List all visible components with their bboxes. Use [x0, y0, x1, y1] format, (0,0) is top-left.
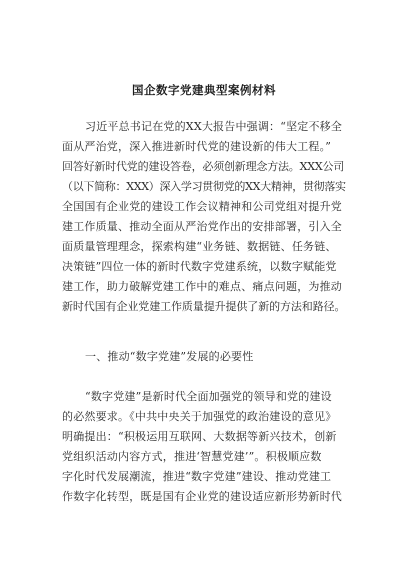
paragraph-line: 建工作质量、推动全面从严治党作出的安排部署，引入全 [62, 220, 342, 233]
paragraph-line: 回答好新时代党的建设答卷，必须创新理念方法。XXX公司 [62, 160, 345, 173]
paragraph-line: 字化时代发展潮流，推进“数字党建”建设、推动党建工 [62, 470, 332, 483]
paragraph-line: 面质量管理理念，探索构建“业务链、数据链、任务链、 [62, 240, 337, 253]
paragraph-line: 全国国有企业党的建设工作会议精神和公司党组对提升党 [62, 200, 342, 213]
paragraph-line: 党组织活动内容方式，推进‘智慧党建’”。积极顺应数 [62, 450, 322, 463]
paragraph-line: 新时代国有企业党建工作质量提升提供了新的方法和路径。 [62, 300, 346, 313]
paragraph-line: 面从严治党，深入推进新时代党的建设新的伟大工程。” [62, 140, 332, 153]
paragraph-line: 习近平总书记在党的XX大报告中强调：“坚定不移全 [85, 120, 343, 133]
paragraph-line: （以下简称：XXX）深入学习贯彻党的XX大精神，贯彻落实 [62, 180, 346, 193]
paragraph-line: 决策链”四位一体的新时代数字党建系统，以数字赋能党 [62, 260, 337, 273]
paragraph-line: “数字党建”是新时代全面加强党的领导和党的建设 [85, 390, 332, 403]
paragraph-line: 作数字化转型，既是国有企业党的建设适应新形势新时代 [62, 490, 342, 503]
paragraph-line: 明确提出：“积极运用互联网、大数据等新兴技术，创新 [62, 430, 337, 443]
document-title: 国企数字党建典型案例材料 [132, 83, 276, 97]
section-heading: 一、推动“数字党建”发展的必要性 [85, 350, 254, 363]
paragraph-line: 的必然要求。《中共中央关于加强党的政治建设的意见》 [62, 410, 337, 423]
paragraph-line: 建工作，助力破解党建工作中的难点、痛点问题，为推动 [62, 280, 342, 293]
